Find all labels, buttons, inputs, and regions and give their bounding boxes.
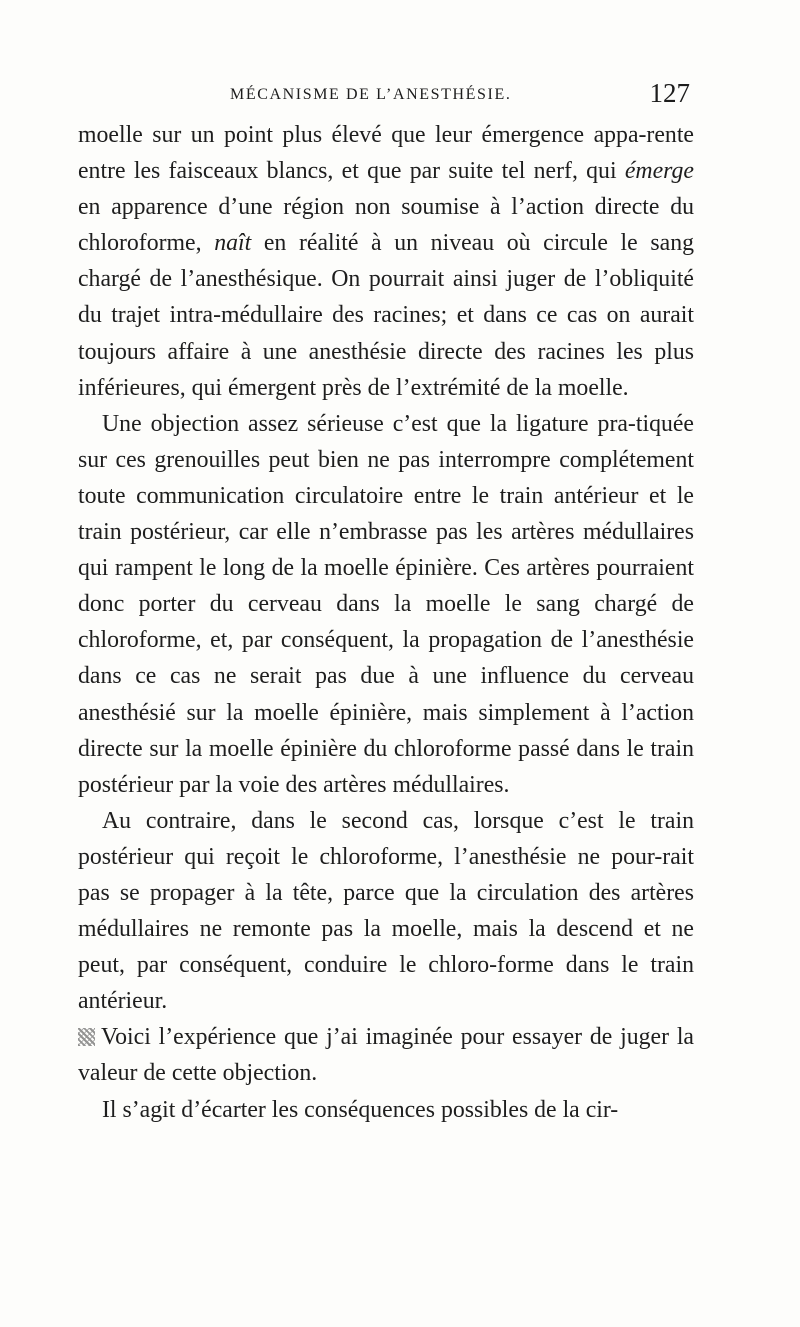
paragraph-1-part-3: en réalité à un niveau où circule le sang chargé de l’anesthésique. On pourrait ainsi juger de l’obliquité du trajet intra-médullaire des racines; et dans ce cas on aurait toujours affaire à une anesthésie directe des racines les plus inférieures, qui émergent près de l’extrémité de la moelle.: [78, 230, 694, 401]
paragraph-5: Il s’agit d’écarter les conséquences possibles de la cir-: [102, 1096, 619, 1123]
running-head: [80, 78, 692, 112]
running-title: MÉCANISME DE L’ANESTHÉSIE.: [230, 86, 512, 103]
smudge-mark-icon: [78, 1028, 95, 1046]
paragraph-1-part-1: moelle sur un point plus élevé que leur émergence appa-rente entre les faisceaux blancs, et que par suite tel nerf, qui: [78, 122, 694, 185]
paragraph-3: Au contraire, dans le second cas, lorsque c’est le train postérieur qui reçoit le chloroforme, l’anesthésie ne pour-rait pas se propager à la tête, parce que la circulation des artères médullaires ne remonte pas la moelle, mais la descend et ne peut, par conséquent, conduire le chloro-forme dans le train antérieur.: [78, 807, 694, 1015]
paragraph-1-part-2: en apparence d’une région non soumise à l’action directe du chloroforme,: [78, 194, 694, 257]
paragraph-4-text: Voici l’expérience que j’ai imaginée pour essayer de juger la valeur de cette objection.: [78, 1024, 694, 1087]
italic-emerge: émerge: [624, 158, 694, 185]
italic-nait: naît: [214, 230, 252, 257]
page-number: 127: [649, 78, 690, 108]
paragraph-4: [78, 1019, 694, 1091]
paragraph-2: Une objection assez sérieuse c’est que la ligature pra-tiquée sur ces grenouilles peut bien ne pas interrompre complétement toute communication circulatoire entre le train antérieur et le train postérieur, car elle n’embrasse pas les artères médullaires qui rampent le long de la moelle épinière. Ces artères pourraient donc porter du cerveau dans la moelle le sang chargé de chloroforme, et, par conséquent, la propagation de l’anesthésie dans ce cas ne serait pas due à une influence du cerveau anesthésié sur la moelle épinière, mais simplement à l’action directe sur la moelle épinière du chloroforme passé dans le train postérieur par la voie des artères médullaires.: [78, 410, 694, 798]
body-text: [78, 117, 694, 1128]
paragraph-1: [78, 117, 694, 406]
